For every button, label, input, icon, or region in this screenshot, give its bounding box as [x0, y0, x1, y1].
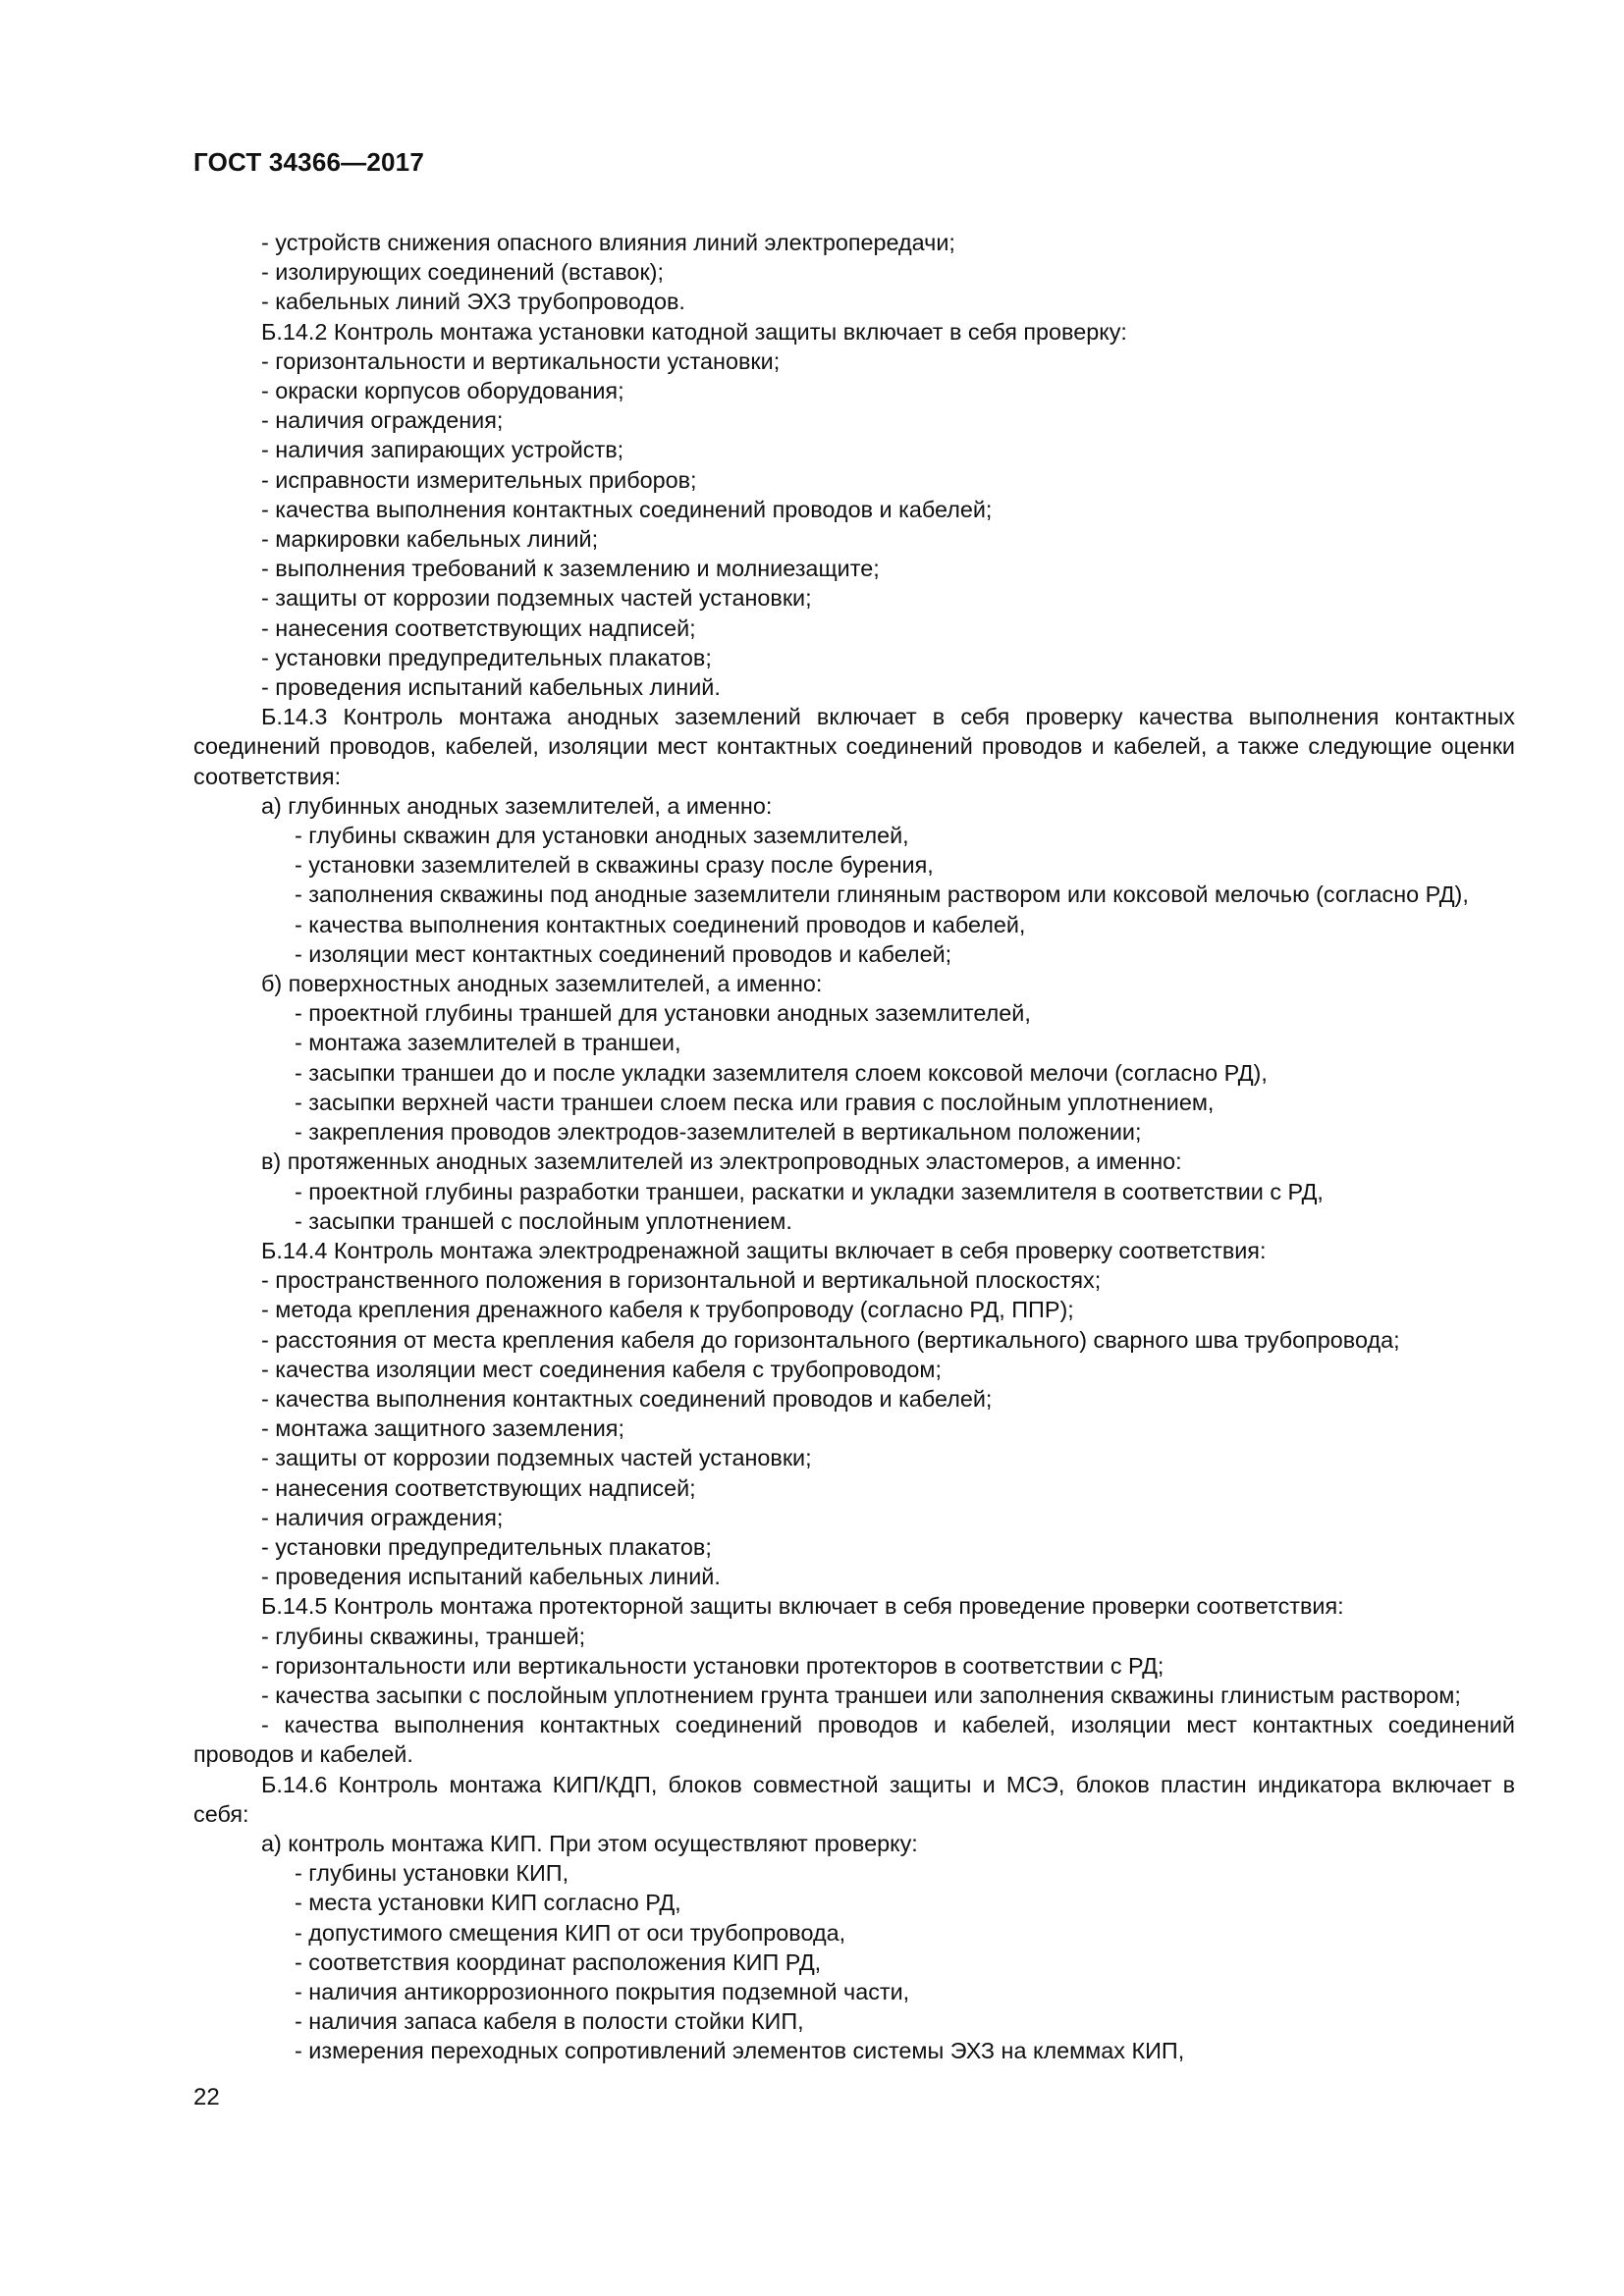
- text-line: - окраски корпусов оборудования;: [261, 378, 624, 404]
- text-line: - изоляции мест контактных соединений проводов и кабелей;: [295, 940, 952, 967]
- text-line: - установки заземлителей в скважины сразу после бурения,: [295, 852, 934, 879]
- text-line: - засыпки верхней части траншеи слоем песка или гравия с послойным уплотнением,: [295, 1089, 1215, 1115]
- page-header: ГОСТ 34366—2017: [193, 147, 424, 177]
- text-line: - установки предупредительных плакатов;: [261, 644, 712, 670]
- text-line: - глубины скважины, траншей;: [261, 1623, 586, 1649]
- text-line: - измерения переходных сопротивлений элементов системы ЭХЗ на клеммах КИП,: [295, 2038, 1185, 2064]
- text-line: Б.14.3 Контроль монтажа анодных заземлений включает в себя проверку качества выполнения контактных соединений проводов, кабелей, изоляции мест контактных соединений проводов и кабелей, а также следующие оценки соответствия:: [193, 704, 1515, 789]
- text-line: - засыпки траншеи до и после укладки заземлителя слоем коксовой мелочи (согласно РД),: [295, 1059, 1268, 1086]
- text-line: - наличия антикоррозионного покрытия подземной части,: [295, 1978, 910, 2004]
- text-line: - исправности измерительных приборов;: [261, 466, 697, 493]
- text-line: - места установки КИП согласно РД,: [295, 1890, 681, 1916]
- text-line: Б.14.6 Контроль монтажа КИП/КДП, блоков совместной защиты и МСЭ, блоков пластин индикатора включает в себя:: [193, 1771, 1515, 1827]
- text-line: - качества выполнения контактных соединений проводов и кабелей;: [261, 1385, 993, 1412]
- text-line: - нанесения соответствующих надписей;: [261, 1474, 696, 1501]
- text-line: - допустимого смещения КИП от оси трубопровода,: [295, 1919, 846, 1946]
- text-line: - пространственного положения в горизонтальной и вертикальной плоскостях;: [261, 1267, 1102, 1294]
- text-line: а) глубинных анодных заземлителей, а именно:: [261, 792, 773, 819]
- text-line: - заполнения скважины под анодные заземлители глиняным раствором или коксовой мелочью (согласно РД),: [295, 881, 1469, 908]
- text-line: - расстояния от места крепления кабеля до горизонтального (вертикального) сварного шва трубопровода;: [261, 1326, 1400, 1353]
- text-line: - качества выполнения контактных соединений проводов и кабелей;: [261, 496, 993, 522]
- text-line: - наличия запирающих устройств;: [261, 437, 624, 463]
- text-line: б) поверхностных анодных заземлителей, а именно:: [261, 971, 823, 997]
- text-line: - проведения испытаний кабельных линий.: [261, 674, 721, 701]
- text-line: - проектной глубины разработки траншеи, раскатки и укладки заземлителя в соответствии с РД,: [295, 1178, 1324, 1204]
- text-line: - кабельных линий ЭХЗ трубопроводов.: [261, 289, 685, 315]
- text-line: Б.14.4 Контроль монтажа электродренажной защиты включает в себя проверку соответствия:: [261, 1237, 1267, 1263]
- text-line: - глубины установки КИП,: [295, 1860, 569, 1887]
- text-line: - качества выполнения контактных соединений проводов и кабелей, изоляции мест контактных соединений проводов и кабелей.: [193, 1712, 1515, 1768]
- page-number: 22: [193, 2084, 220, 2110]
- text-line: - защиты от коррозии подземных частей установки;: [261, 585, 812, 612]
- text-line: - качества выполнения контактных соединений проводов и кабелей,: [295, 911, 1026, 937]
- text-line: - монтажа защитного заземления;: [261, 1415, 624, 1442]
- text-line: - нанесения соответствующих надписей;: [261, 614, 696, 641]
- document-body: [193, 228, 1515, 2066]
- text-line: - наличия ограждения;: [261, 407, 504, 434]
- text-line: - наличия ограждения;: [261, 1504, 504, 1530]
- text-line: - изолирующих соединений (вставок);: [261, 259, 664, 286]
- text-line: - глубины скважин для установки анодных заземлителей,: [295, 823, 909, 849]
- text-line: - установки предупредительных плакатов;: [261, 1533, 712, 1560]
- text-line: - маркировки кабельных линий;: [261, 526, 599, 553]
- text-line: - метода крепления дренажного кабеля к трубопроводу (согласно РД, ППР);: [261, 1297, 1074, 1323]
- text-line: - наличия запаса кабеля в полости стойки КИП,: [295, 2008, 804, 2035]
- text-line: - проектной глубины траншей для установки анодных заземлителей,: [295, 1000, 1031, 1027]
- text-line: - качества засыпки с послойным уплотнением грунта траншеи или заполнения скважины глинистым раствором;: [261, 1682, 1461, 1708]
- text-line: Б.14.2 Контроль монтажа установки катодной защиты включает в себя проверку:: [261, 318, 1127, 345]
- text-line: - соответствия координат расположения КИП РД,: [295, 1949, 822, 1975]
- text-line: - устройств снижения опасного влияния линий электропередачи;: [261, 230, 955, 255]
- text-line: - горизонтальности и вертикальности установки;: [261, 347, 781, 374]
- text-line: - засыпки траншей с послойным уплотнением.: [295, 1207, 792, 1234]
- text-line: в) протяженных анодных заземлителей из электропроводных эластомеров, а именно:: [261, 1148, 1182, 1175]
- text-line: а) контроль монтажа КИП. При этом осуществляют проверку:: [261, 1830, 918, 1856]
- text-line: - качества изоляции мест соединения кабеля с трубопроводом;: [261, 1356, 942, 1382]
- text-line: - монтажа заземлителей в траншеи,: [295, 1030, 681, 1056]
- text-line: - горизонтальности или вертикальности установки протекторов в соответствии с РД;: [261, 1652, 1164, 1679]
- text-line: - проведения испытаний кабельных линий.: [261, 1564, 721, 1590]
- text-line: - выполнения требований к заземлению и молниезащите;: [261, 556, 880, 582]
- text-line: - закрепления проводов электродов-заземлителей в вертикальном положении;: [295, 1119, 1142, 1146]
- text-line: - защиты от коррозии подземных частей установки;: [261, 1445, 812, 1471]
- text-line: Б.14.5 Контроль монтажа протекторной защиты включает в себя проведение проверки соответствия:: [261, 1593, 1344, 1620]
